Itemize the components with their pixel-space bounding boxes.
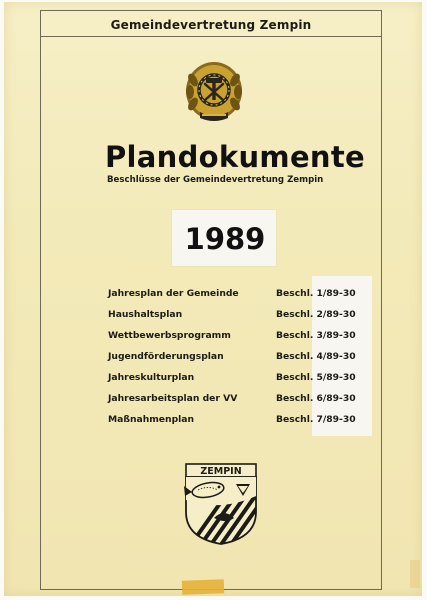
resolution-name: Jahresarbeitsplan der VV bbox=[108, 393, 238, 404]
header-title: Gemeindevertretung Zempin bbox=[110, 18, 312, 32]
list-item bbox=[108, 330, 378, 351]
zempin-crest-icon bbox=[180, 462, 262, 546]
resolution-list bbox=[108, 288, 378, 435]
list-item bbox=[108, 309, 378, 330]
main-title: Plandokumente bbox=[105, 140, 365, 174]
resolution-code: Beschl. 1/89-30 bbox=[276, 288, 356, 299]
resolution-code: Beschl. 7/89-30 bbox=[276, 414, 356, 425]
list-item bbox=[108, 351, 378, 372]
resolution-name: Haushaltsplan bbox=[108, 309, 183, 320]
list-item bbox=[108, 288, 378, 309]
list-item bbox=[108, 393, 378, 414]
resolution-name: Jahresplan der Gemeinde bbox=[108, 288, 239, 299]
resolution-name: Wettbewerbsprogramm bbox=[108, 330, 231, 341]
adhesive-tape bbox=[182, 579, 224, 594]
year: 1989 bbox=[184, 222, 266, 256]
resolution-code: Beschl. 3/89-30 bbox=[276, 330, 356, 341]
adhesive-tape bbox=[410, 560, 420, 588]
resolution-code: Beschl. 2/89-30 bbox=[276, 309, 356, 320]
resolution-name: Jugendförderungsplan bbox=[108, 351, 224, 362]
resolution-code: Beschl. 6/89-30 bbox=[276, 393, 356, 404]
list-item bbox=[108, 414, 378, 435]
list-item bbox=[108, 372, 378, 393]
resolution-name: Maßnahmenplan bbox=[108, 414, 195, 425]
subtitle: Beschlüsse der Gemeindevertretung Zempin bbox=[107, 175, 324, 185]
header-divider bbox=[40, 36, 382, 37]
resolution-name: Jahreskulturplan bbox=[108, 372, 195, 383]
gdr-emblem-icon bbox=[184, 60, 244, 126]
crest-label: ZEMPIN bbox=[200, 466, 242, 477]
resolution-code: Beschl. 5/89-30 bbox=[276, 372, 356, 383]
resolution-code: Beschl. 4/89-30 bbox=[276, 351, 356, 362]
